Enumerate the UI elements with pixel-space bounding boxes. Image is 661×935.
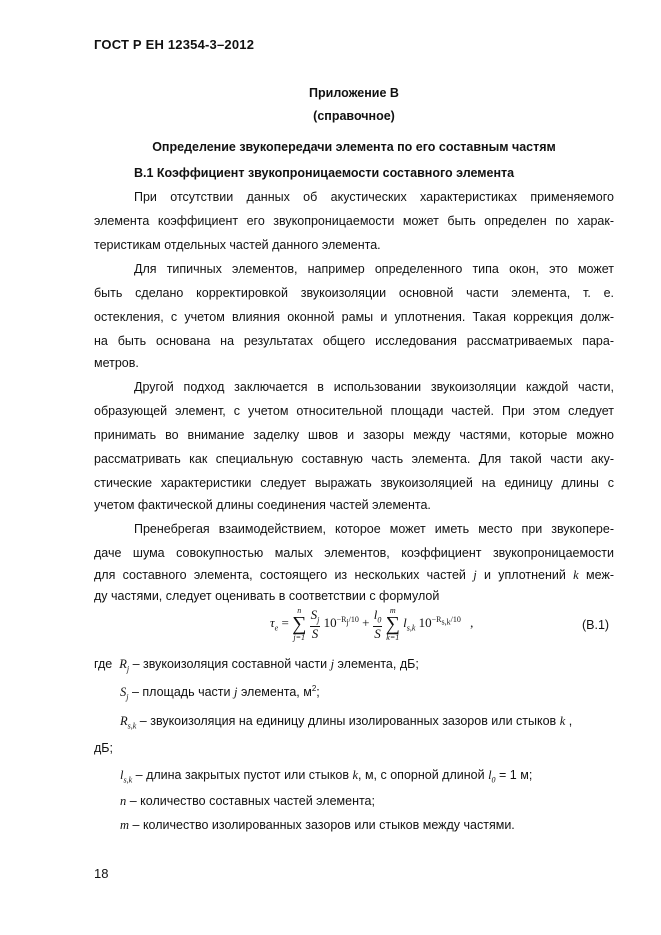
legend-n: n – количество составных частей элемента; <box>120 794 375 808</box>
formula-b1 <box>270 606 473 642</box>
plus-sign: + <box>362 614 370 630</box>
sum-symbol-j: n ∑ j=1 <box>292 606 307 642</box>
paragraph-line: даче шума совокупностью малых элементов, коэффициент звукопроницаемости <box>94 546 614 560</box>
page-number: 18 <box>94 866 109 881</box>
paragraph-line: стические характеристики следует выражать звукоизоляцией на единицу длины с <box>94 476 614 490</box>
paragraph-line: рассматривать как специальную составную часть элемента. Для такой части аку- <box>94 452 614 466</box>
paragraph-line-with-vars <box>94 568 614 583</box>
equals-sign: = <box>281 614 289 630</box>
appendix-heading: Определение звукопередачи элемента по его составным частям <box>152 140 556 154</box>
legend-rsk: $R_{s,k}$ – звукоизоляция на единицу длины изолированных зазоров или стыков k , <box>120 714 573 731</box>
appendix-title: Приложение В <box>309 86 399 100</box>
paragraph-line: элемента коэффициент его звукопроницаемости может быть определен по харак- <box>94 214 614 228</box>
equation-number: (В.1) <box>582 618 610 632</box>
area-ratio: $\frac{S_j}{S}$ <box>310 606 320 642</box>
paragraph-line: образующей элемент, с учетом относительной площади частей. При этом следует <box>94 404 614 418</box>
appendix-type: (справочное) <box>313 109 395 123</box>
tau-symbol: $\tau_e$ <box>270 614 279 633</box>
section-heading: В.1 Коэффициент звукопроницаемости составного элемента <box>134 166 515 180</box>
paragraph-line: ду частями, следует оценивать в соответствии с формулой <box>94 589 440 603</box>
power-term-2: $10^{-R_{s,k}/10}$ <box>418 614 461 630</box>
legend-lsk: $l_{s,k}$ – длина закрытых пустот или стыков k, м, с опорной длиной $l_0 = 1$ м; <box>120 768 533 785</box>
paragraph-fragment: меж- <box>586 568 614 582</box>
legend-rj: где $R_j$ – звукоизоляция составной части j элемента, дБ; <box>94 657 419 674</box>
var-k: k <box>573 568 579 582</box>
paragraph-line: быть сделано корректировкой звукоизоляции основной части элемента, т. е. <box>94 286 614 300</box>
legend-m: m – количество изолированных зазоров или стыков между частями. <box>120 818 515 832</box>
paragraph-line: принимать во внимание заделку швов и зазоры между частями, которые можно <box>94 428 614 442</box>
paragraph-fragment: для составного элемента, состоящего из нескольких частей <box>94 568 466 582</box>
document-header: ГОСТ Р ЕН 12354-3–2012 <box>94 37 255 52</box>
paragraph-line: Другой подход заключается в использовании звукоизоляции каждой части, <box>134 380 614 394</box>
paragraph-line: Для типичных элементов, например определенного типа окон, это может <box>134 262 614 276</box>
paragraph-line: остекления, с учетом влияния оконной рамы и уплотнения. Такая коррекция долж- <box>94 310 614 324</box>
paragraph-line: на быть основана на результатах общего исследования рассматриваемых пара- <box>94 334 614 348</box>
var-j: j <box>473 568 477 582</box>
legend-sj: $S_j$ – площадь части j элемента, $м^2$; <box>120 684 320 702</box>
paragraph-line: теристикам отдельных частей данного элемента. <box>94 238 381 252</box>
sum-symbol-k: m ∑ k=1 <box>385 606 400 642</box>
paragraph-line: метров. <box>94 356 139 370</box>
paragraph-fragment: и уплотнений <box>484 568 566 582</box>
paragraph-line: Пренебрегая взаимодействием, которое может иметь место при звукопере- <box>134 522 614 536</box>
paragraph-line: учетом фактической длины соединения частей элемента. <box>94 498 431 512</box>
power-term-1: $10^{-R_j/10}$ <box>323 614 359 630</box>
paragraph-line: При отсутствии данных об акустических характеристиках применяемого <box>134 190 614 204</box>
length-ratio: $\frac{l_0}{S}$ <box>373 606 382 642</box>
formula-comma: , <box>470 614 474 630</box>
legend-rsk-cont: дБ; <box>94 741 113 755</box>
length-term: $l_{s,k}$ <box>403 614 416 633</box>
